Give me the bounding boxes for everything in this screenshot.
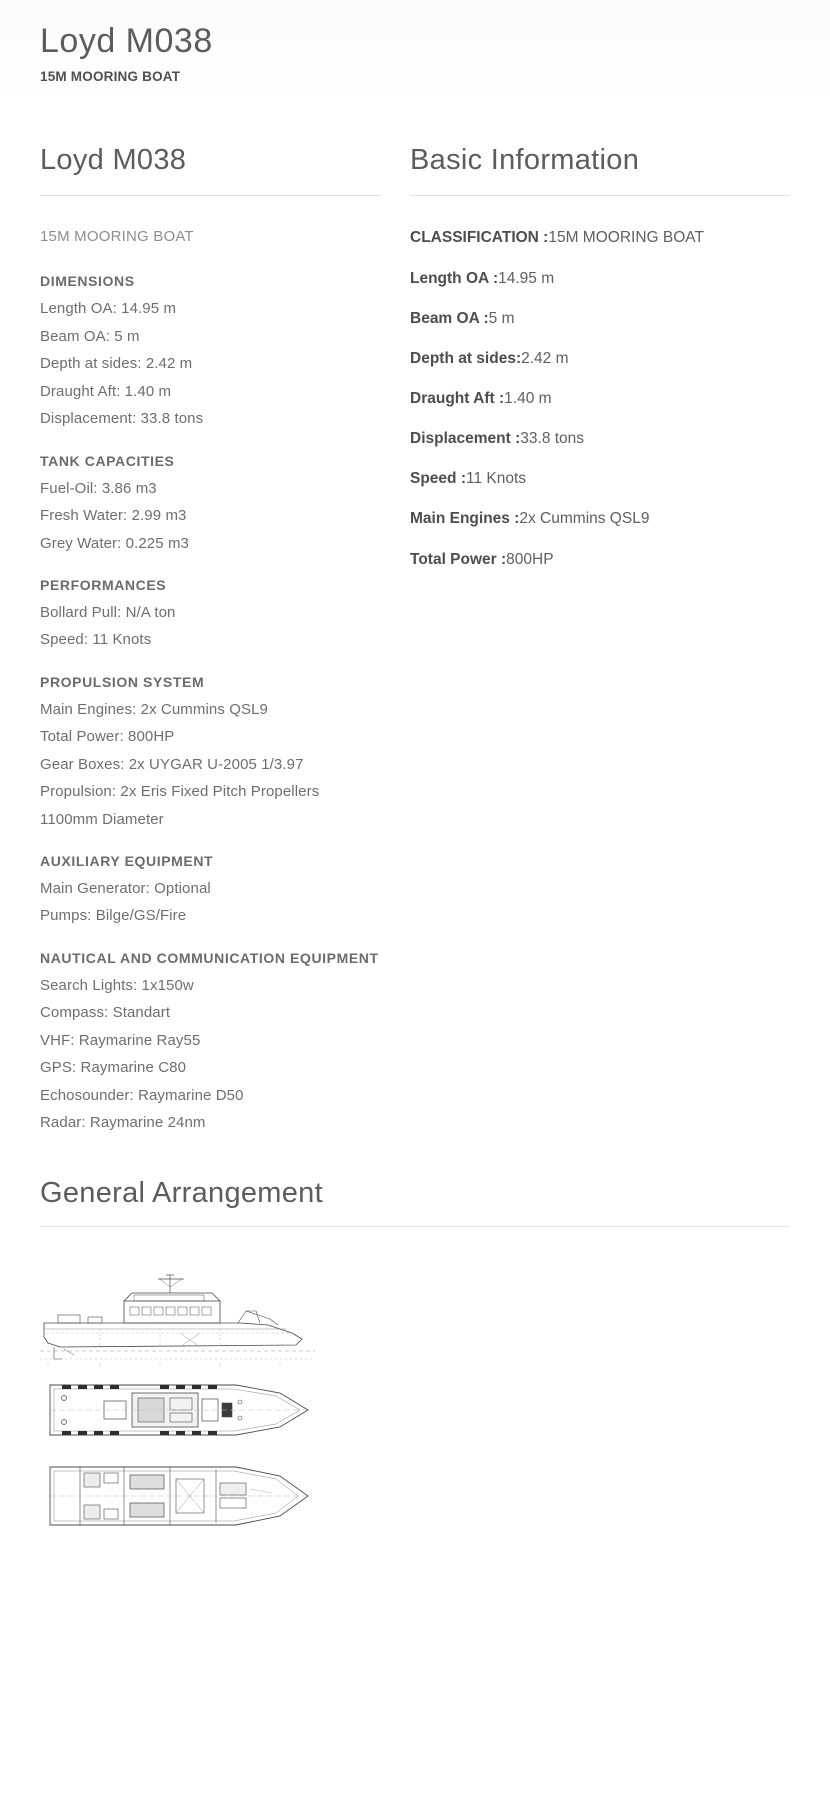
content-columns [0,102,830,1136]
info-label: Draught Aft : [410,390,505,407]
spec-line: Grey Water: 0.225 m3 [40,534,189,552]
info-value: 1.40 m [504,390,552,407]
info-value: 14.95 m [498,269,555,287]
spec-group-auxiliary-equipment [40,853,380,930]
spec-group-propulsion-system [40,674,380,833]
spec-line: Bollard Pull: N/A ton [40,603,176,621]
divider [40,1226,790,1227]
basic-information-list [410,228,790,569]
info-row [410,550,790,570]
info-value: 11 Knots [465,470,527,488]
spec-line: Total Power: 800HP [40,728,175,746]
spec-group-performances [40,577,380,654]
spec-group-dimensions [40,273,380,432]
page-subtitle: 15M MOORING BOAT [40,69,181,85]
info-value: 800HP [506,550,554,568]
spec-line: Pumps: Bilge/GS/Fire [40,907,187,925]
spec-line: Main Engines: 2x Cummins QSL9 [40,700,268,718]
info-label: Length OA : [410,269,499,287]
info-row [410,389,790,409]
info-value: 2x Cummins QSL9 [519,510,650,528]
spec-line: Depth at sides: 2.42 m [40,355,193,373]
spec-line: Fresh Water: 2.99 m3 [40,507,187,525]
spec-line: Speed: 11 Knots [40,631,152,649]
info-row [410,269,790,289]
specifications-lead: 15M MOORING BOAT [40,228,194,246]
main-deck-plan-view [50,1385,308,1435]
info-row [410,429,790,449]
info-value: 2.42 m [521,349,569,367]
specifications-heading: Loyd M038 [40,144,187,177]
spec-group-tank-capacities [40,453,380,557]
page-header [0,0,830,102]
info-row [410,469,790,489]
spec-line: GPS: Raymarine C80 [40,1059,187,1077]
divider [410,195,790,196]
spec-line: Propulsion: 2x Eris Fixed Pitch Propellers 1100mm Diameter [40,783,320,828]
spec-line: VHF: Raymarine Ray55 [40,1031,201,1049]
spec-line: Beam OA: 5 m [40,327,140,345]
info-label: Depth at sides: [410,349,522,367]
info-row [410,349,790,369]
spec-line: Fuel-Oil: 3.86 m3 [40,479,157,497]
spec-group-title: DIMENSIONS [40,273,135,290]
page-title: Loyd M038 [40,22,213,60]
divider [40,195,380,196]
spec-group-title: PERFORMANCES [40,576,167,593]
general-arrangement-heading: General Arrangement [40,1176,323,1209]
spec-line: Length OA: 14.95 m [40,300,177,318]
lower-deck-plan-view [50,1467,308,1525]
info-value: 5 m [488,309,515,327]
spec-line: Gear Boxes: 2x UYGAR U-2005 1/3.97 [40,755,304,773]
info-value: 33.8 tons [520,430,585,448]
basic-information-heading: Basic Information [410,144,640,177]
spec-group-title: NAUTICAL AND COMMUNICATION EQUIPMENT [40,949,379,966]
spec-group-nautical-communication-equipment [40,950,380,1137]
info-row [410,228,790,248]
spec-line: Displacement: 33.8 tons [40,410,204,428]
basic-information-column [410,144,790,1136]
spec-group-title: TANK CAPACITIES [40,452,175,469]
info-label: Main Engines : [410,510,520,528]
spec-line: Draught Aft: 1.40 m [40,382,172,400]
info-label: Beam OA : [410,309,489,327]
spec-line: Main Generator: Optional [40,880,211,897]
spec-line: Echosounder: Raymarine D50 [40,1086,244,1104]
spec-group-title: AUXILIARY EQUIPMENT [40,853,214,869]
spec-line: Compass: Standart [40,1004,171,1022]
info-row [410,309,790,329]
info-row [410,509,790,529]
spec-line: Search Lights: 1x150w [40,976,194,994]
spec-line: Radar: Raymarine 24nm [40,1114,206,1132]
spec-group-title: PROPULSION SYSTEM [40,673,205,690]
general-arrangement-drawing [0,1267,830,1617]
info-value: 15M MOORING BOAT [548,229,704,247]
info-label: Displacement : [410,430,521,448]
profile-view [40,1275,315,1367]
info-label: CLASSIFICATION : [410,229,549,247]
general-arrangement-section [0,1137,830,1227]
info-label: Total Power : [410,550,507,568]
info-label: Speed : [410,470,466,488]
specifications-column [40,144,380,1136]
